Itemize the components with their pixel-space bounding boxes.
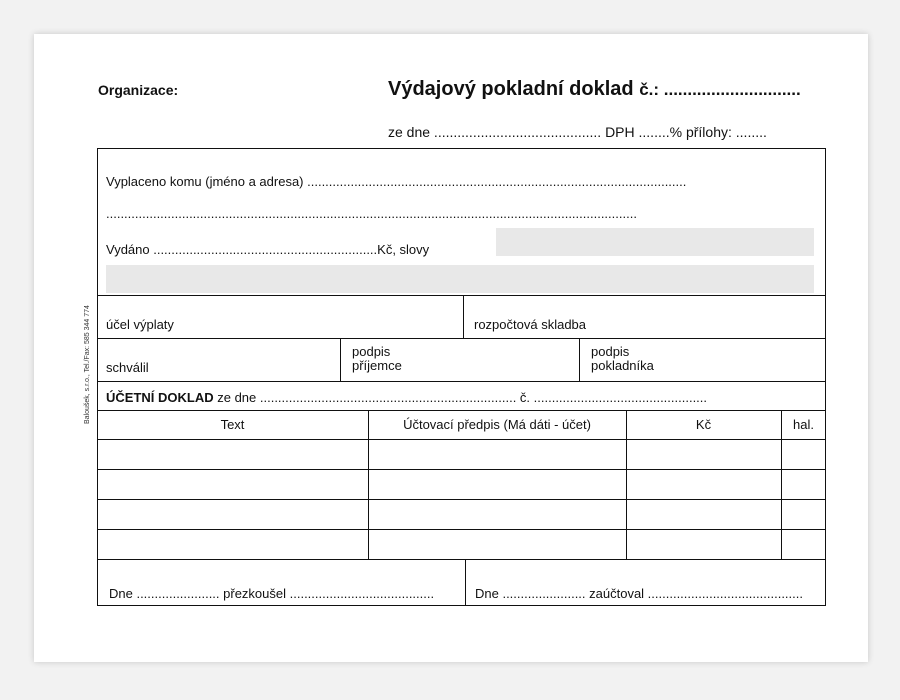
publisher-side-text: Baloušek, s.r.o., Tel./Fax: 585 344 774	[84, 305, 91, 424]
payment-purpose-label: účel výplaty	[106, 317, 174, 332]
table-header-hellers: hal.	[793, 417, 814, 432]
table-header-text: Text	[220, 417, 245, 432]
organization-label: Organizace:	[98, 82, 179, 98]
table-row[interactable]	[98, 470, 825, 499]
recipient-signature-label	[352, 345, 402, 373]
table-row[interactable]	[98, 530, 825, 559]
divider	[97, 338, 826, 339]
cashier-signature-label-line: podpis	[591, 344, 630, 359]
recipient-signature-label-line: podpis	[352, 344, 391, 359]
accounting-document-details: ze dne ....................................................................... č. ................................................	[217, 390, 708, 405]
document-title-text: Výdajový pokladní doklad	[388, 78, 634, 100]
issued-amount-line[interactable]: Vydáno ..............................................................Kč, slovy	[106, 242, 430, 257]
table-bottom-border	[97, 559, 826, 560]
table-header-crowns: Kč	[695, 417, 712, 432]
footer-divider	[465, 559, 466, 606]
table-header-account: Účtovací předpis (Má dáti - účet)	[403, 417, 591, 432]
approved-by-label: schválil	[106, 360, 149, 375]
table-row[interactable]	[98, 500, 825, 529]
amount-in-words-field[interactable]	[496, 228, 814, 256]
document-number: č.: .............................	[639, 80, 801, 99]
divider	[340, 338, 341, 381]
divider	[97, 295, 826, 296]
cashier-signature-label	[591, 345, 654, 373]
recipient-line[interactable]: Vyplaceno komu (jméno a adresa) .........................................................................................................	[106, 174, 687, 189]
reviewed-by-line[interactable]: Dne ....................... přezkoušel ........................................	[109, 586, 435, 601]
date-vat-attachments-line: ze dne ........................................... DPH ........% přílohy: ........	[388, 124, 767, 140]
posted-by-line[interactable]: Dne ....................... zaúčtoval ...........................................	[475, 586, 803, 601]
divider	[579, 338, 580, 381]
recipient-address-line[interactable]: ...................................................................................................................................................	[106, 206, 637, 221]
cash-voucher-form	[34, 34, 868, 662]
document-title	[388, 78, 801, 101]
table-row[interactable]	[98, 440, 825, 469]
accounting-document-line	[106, 390, 707, 405]
divider	[97, 381, 826, 382]
divider	[463, 295, 464, 338]
recipient-signature-label-line: příjemce	[352, 358, 402, 373]
accounting-document-label: ÚČETNÍ DOKLAD	[106, 390, 214, 405]
cashier-signature-label-line: pokladníka	[591, 358, 654, 373]
budget-structure-label: rozpočtová skladba	[474, 317, 587, 332]
amount-in-words-field-2[interactable]	[106, 265, 814, 293]
table-top-border	[97, 410, 826, 411]
